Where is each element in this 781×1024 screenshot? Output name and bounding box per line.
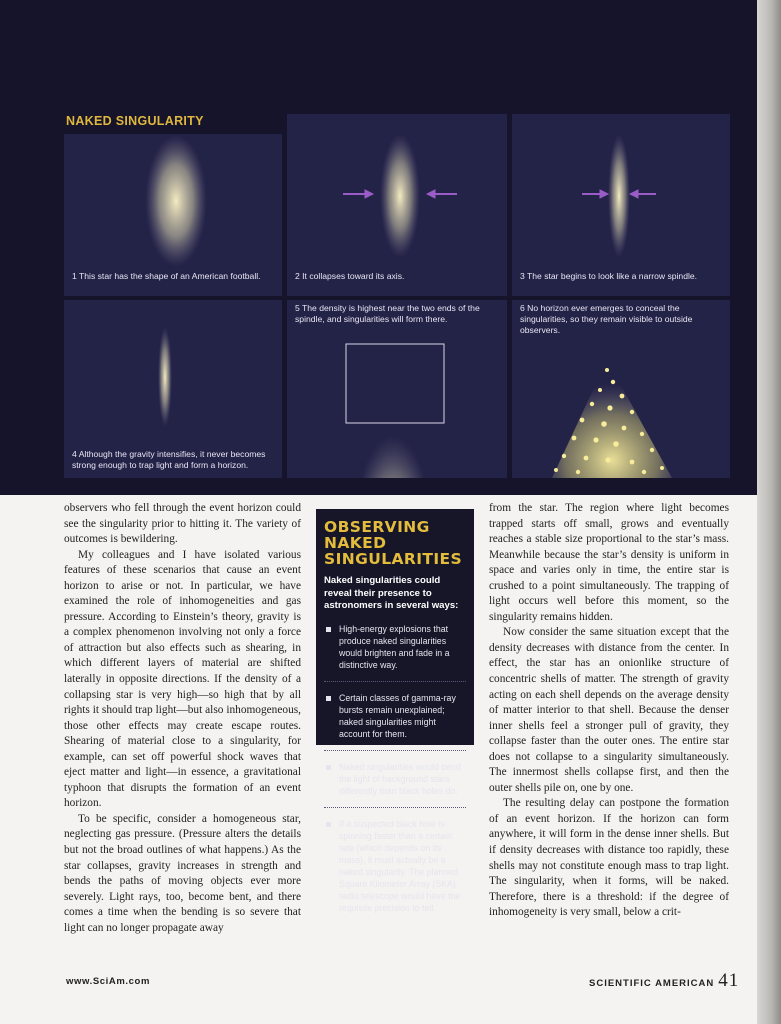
panel-2-illustration — [287, 114, 507, 296]
list-item — [324, 808, 466, 924]
panel-5-illustration — [287, 300, 507, 478]
list-item-text: Certain classes of gamma-ray bursts remain unexplained; naked singularities might account for them. — [339, 692, 456, 739]
panel-2 — [287, 114, 507, 296]
bullet-icon — [326, 822, 331, 827]
bullet-icon — [326, 627, 331, 632]
sidebar-title-line: SINGULARITIES — [324, 550, 463, 568]
panel-3-illustration — [512, 114, 730, 296]
star-collapsing — [380, 134, 420, 258]
naked-singularity-burst — [552, 360, 672, 478]
arrow-right-icon — [582, 190, 608, 198]
caption-1: 1 This star has the shape of an American football. — [72, 271, 261, 281]
star-thin-spindle — [158, 327, 172, 427]
sidebar-title-line: OBSERVING — [324, 518, 430, 536]
list-item — [324, 751, 466, 808]
page-number: 41 — [718, 970, 740, 991]
paragraph: The resulting delay can postpone the formation of an event horizon. If the horizon can form anywhere, it will form in the dense inner shells. But if density decreases with distance too rapidly, these shells may not constitute enough mass to trap light. The singularity, when it forms, will be naked. Therefore, there is a threshold: if the degree of inhomogeneity is very small, below a crit- — [489, 797, 729, 919]
list-item-text: High-energy explosions that produce naked singularities would brighten and fade in a distinctive way. — [339, 623, 450, 670]
magazine-name: SCIENTIFIC AMERICAN — [589, 978, 715, 989]
paragraph: Now consider the same situation except that the density decreases with distance from the center. In effect, the star has an onionlike structure of concentric shells of matter. The strength of gravity acting on each shell depends on the average density of matter interior to that shell. Because the denser inner shells feel a stronger pull of gravity, they collapse faster than the outer ones. The entire star does not collapse to a singularity simultaneously. The innermost shells collapse first, and then the outer shells pile on, one by one. — [489, 626, 729, 794]
sidebar-title — [324, 519, 466, 567]
article-column-3 — [489, 501, 729, 921]
caption-5: 5 The density is highest near the two ends of the spindle, and singularities will form there. — [295, 303, 480, 324]
sidebar-intro: Naked singularities could reveal their presence to astronomers in several ways: — [324, 575, 459, 611]
caption-4: 4 Although the gravity intensifies, it never becomes strong enough to trap light and form a horizon. — [72, 449, 266, 470]
caption-2: 2 It collapses toward its axis. — [295, 271, 405, 281]
figure-title: NAKED SINGULARITY — [66, 114, 204, 128]
star-football — [145, 135, 207, 267]
star-end-closeup — [363, 386, 423, 478]
paragraph: from the star. The region where light becomes trapped starts off small, grows and eventually reaches a stable size proportional to the star’s mass. Meanwhile because the star’s density is uniform in space and varies only in time, the entire star is crushed to a point simultaneously. The trapping of light occurs well before this moment, so the singularity remains hidden. — [489, 502, 729, 623]
panel-3 — [512, 114, 730, 296]
paragraph: observers who fell through the event horizon could see the singularity prior to hitting it. The variety of outcomes is bewildering. — [64, 502, 301, 546]
paragraph: To be specific, consider a homogeneous star, neglecting gas pressure. (Pressure alters the details but not the broad outlines of what happens.) As the star collapses, gravity increases in strength and bends the paths of moving objects ever more severely. Light rays, too, become bent, and there comes a time when the bending is so severe that light can no longer propagate away — [64, 812, 301, 934]
article-column-1 — [64, 501, 301, 936]
caption-3: 3 The star begins to look like a narrow spindle. — [520, 271, 698, 281]
list-item — [324, 613, 466, 682]
page-edge — [757, 0, 781, 1024]
list-item-text: Naked singularities would bend the light of background stars differently than black holes do. — [339, 761, 461, 796]
bullet-icon — [326, 696, 331, 701]
sidebar-box — [316, 509, 474, 913]
sidebar-title-line: NAKED — [324, 534, 387, 552]
caption-6: 6 No horizon ever emerges to conceal the singularities, so they remain visible to outside observers. — [520, 303, 693, 335]
list-item — [324, 682, 466, 751]
panel-5 — [287, 300, 507, 478]
sidebar-list — [324, 613, 466, 924]
arrow-right-icon — [343, 190, 373, 198]
paragraph: My colleagues and I have isolated various features of these scenarios that cause an event horizon to arise or not. In particular, we have examined the role of inhomogeneities and gas pressure. According to Einstein’s theory, gravity is a complex phenomenon involving not only a force of attraction but also effects such as shearing, in which different layers of material are shifted laterally in opposite directions. If the density of a collapsing star is very high—so high that by all rights it should trap light—but also inhomogeneous, those other effects may create escape routes. Shearing of material close to a singularity, for example, can set off powerful shock waves that eject matter and light—in essence, a gravitational typhoon that disrupts the formation of an event horizon. — [64, 548, 301, 810]
footer-url: www.SciAm.com — [66, 976, 150, 987]
bullet-icon — [326, 765, 331, 770]
list-item-text: If a suspected black hole is spinning faster than a certain rate (which depends on its mass), it must actually be a naked singularity. The planned Square Kilometer Array (SKA) radio telescope would have the requisite precision to tell. — [339, 818, 461, 913]
footer-magazine — [589, 970, 739, 992]
arrow-left-icon — [427, 190, 457, 198]
arrow-left-icon — [630, 190, 656, 198]
star-spindle — [608, 134, 630, 258]
